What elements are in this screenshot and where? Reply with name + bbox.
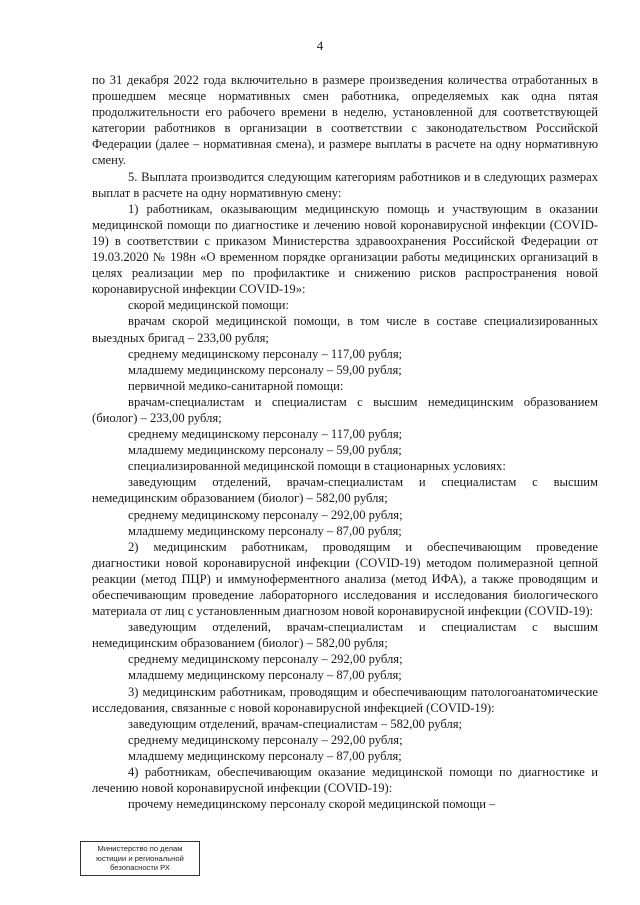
paragraph: 1) работникам, оказывающим медицинскую помощь и участвующим в оказании медицинской помощи по диагностике и лечению новой коронавирусной инфекции (COVID-19) в соответствии с приказом Министерства здравоохранения Российской Федерации от 19.03.2020 № 198н «О временном порядке организации работы медицинских организаций в целях реализации мер по профилактике и снижению рисков распространения новой коронавирусной инфекции COVID-19»: — [92, 201, 598, 297]
paragraph: прочему немедицинскому персоналу скорой медицинской помощи – — [128, 797, 496, 812]
paragraph: 3) медицинским работникам, проводящим и обеспечивающим патологоанатомические исследования, связанные с новой коронавирусной инфекцией (COVID-19): — [92, 684, 598, 715]
paragraph: врачам-специалистам и специалистам с высшим немедицинским образованием (биолог) – 233,00 рубля; — [92, 394, 598, 425]
paragraph: 4) работникам, обеспечивающим оказание медицинской помощи по диагностике и лечению новой коронавирусной инфекции (COVID-19): — [92, 765, 598, 796]
paragraph: младшему медицинскому персоналу – 87,00 рубля; — [128, 748, 402, 763]
paragraph: заведующим отделений, врачам-специалистам и специалистам с высшим немедицинским образованием (биолог) – 582,00 рубля; — [92, 620, 598, 651]
paragraph: специализированной медицинской помощи в стационарных условиях: — [128, 459, 506, 474]
stamp-line: Министерство по делам — [97, 844, 183, 853]
paragraph: среднему медицинскому персоналу – 292,00 рубля; — [128, 507, 403, 522]
paragraph: младшему медицинскому персоналу – 59,00 рубля; — [128, 443, 402, 458]
paragraph: 5. Выплата производится следующим категориям работников и в следующих размерах выплат в расчете на одну нормативную смену: — [92, 169, 598, 200]
paragraph: среднему медицинскому персоналу – 117,00 рубля; — [128, 346, 403, 361]
paragraph: по 31 декабря 2022 года включительно в размере произведения количества отработанных в прошедшем месяце нормативных смен работника, определяемых как одна пятая продолжительности его рабочего времени в неделю, установленной для соответствующей категории работников в организации в соответствии с законодательством Российской Федерации (далее – нормативная смена), и размере выплаты в расчете на одну нормативную смену. — [92, 73, 598, 168]
paragraph: заведующим отделений, врачам-специалистам – 582,00 рубля; — [128, 716, 463, 731]
paragraph: младшему медицинскому персоналу – 87,00 рубля; — [128, 523, 402, 538]
registration-stamp — [80, 841, 200, 876]
paragraph: среднему медицинскому персоналу – 292,00 рубля; — [128, 652, 403, 667]
stamp-line: безопасности РХ — [110, 863, 170, 873]
paragraph: скорой медицинской помощи: — [128, 298, 289, 313]
page-number: 4 — [316, 38, 324, 53]
stamp-line: юстиции и региональной — [96, 853, 184, 863]
paragraph: среднему медицинскому персоналу – 117,00 рубля; — [128, 427, 403, 442]
paragraph: младшему медицинскому персоналу – 87,00 рубля; — [128, 668, 402, 683]
paragraph: первичной медико-санитарной помощи: — [128, 378, 344, 393]
paragraph: заведующим отделений, врачам-специалистам и специалистам с высшим немедицинским образованием (биолог) – 582,00 рубля; — [92, 475, 598, 506]
document-body — [92, 72, 598, 812]
paragraph: младшему медицинскому персоналу – 59,00 рубля; — [128, 362, 402, 377]
paragraph: врачам скорой медицинской помощи, в том числе в составе специализированных выездных бригад – 233,00 рубля; — [92, 314, 598, 345]
paragraph: среднему медицинскому персоналу – 292,00 рубля; — [128, 732, 403, 747]
paragraph: 2) медицинским работникам, проводящим и обеспечивающим проведение диагностики новой коронавирусной инфекции (COVID-19) методом полимеразной цепной реакции (метод ПЦР) и иммуноферментного анализа (метод ИФА), а также проводящим и обеспечивающим проведение лабораторного исследования и исследования биологического материала от лиц с установленным диагнозом новой коронавирусной инфекции (COVID-19): — [92, 539, 598, 619]
